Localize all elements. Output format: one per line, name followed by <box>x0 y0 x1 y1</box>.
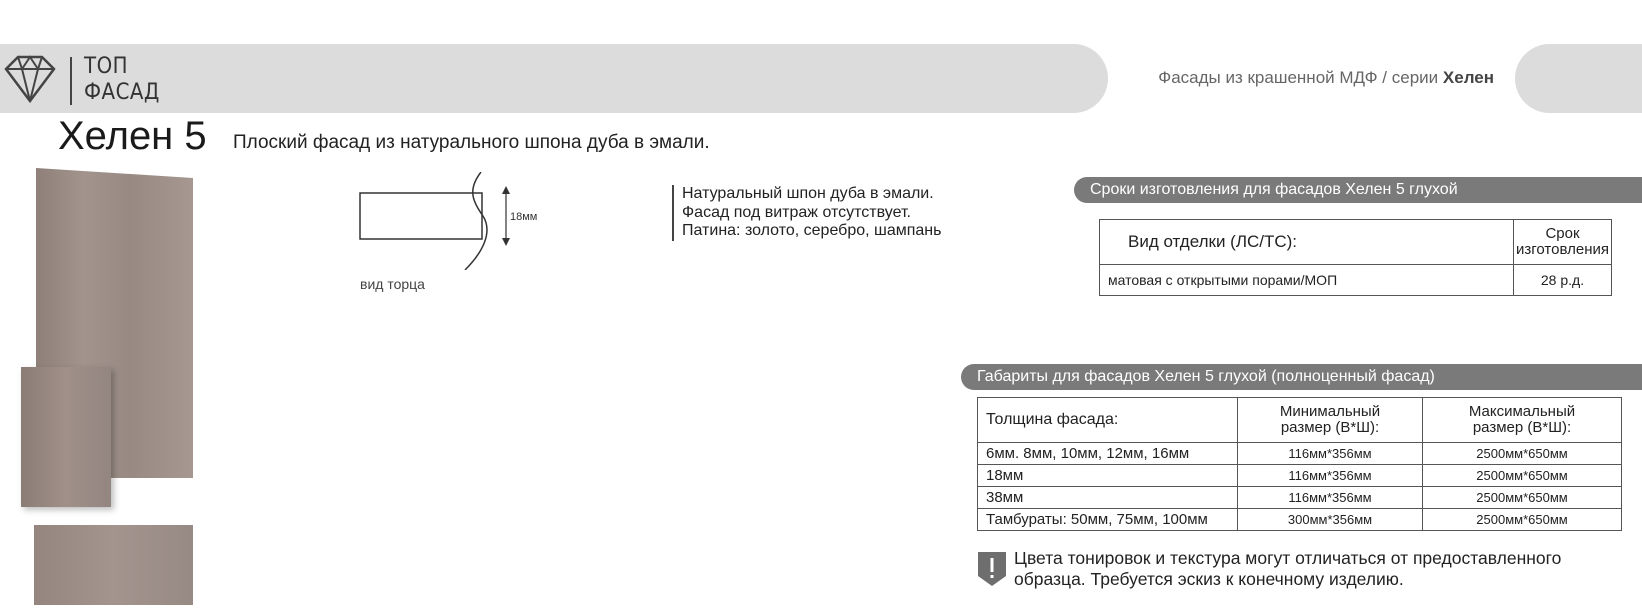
description-line: Натуральный шпон дуба в эмали. <box>682 185 934 202</box>
brand-wordmark <box>84 54 160 106</box>
edge-thickness-label: 18мм <box>510 211 538 223</box>
finish-cell: матовая с открытыми порами/МОП <box>1100 265 1514 296</box>
max-size-column-header <box>1423 398 1622 443</box>
min-size-cell: 300мм*356мм <box>1238 509 1423 531</box>
dimensions-section-heading: Габариты для фасадов Хелен 5 глухой (полноценный фасад) <box>961 364 1642 390</box>
edge-profile-diagram <box>355 172 545 270</box>
terms-table <box>1099 219 1612 296</box>
min-size-cell: 116мм*356мм <box>1238 443 1423 465</box>
logo-divider <box>70 57 72 105</box>
term-column-header <box>1514 220 1612 265</box>
warning-line-1: Цвета тонировок и текстура могут отличаться от предоставленного <box>1014 548 1562 568</box>
warning-shield-icon <box>978 552 1006 586</box>
term-header-line-1: Срок <box>1545 225 1580 242</box>
term-header-line-2: изготовления <box>1516 241 1609 258</box>
product-description <box>672 185 941 241</box>
diamond-logo-icon <box>4 55 56 103</box>
edge-view-caption: вид торца <box>360 276 425 292</box>
min-header-line-1: Минимальный <box>1279 403 1381 420</box>
description-line: Фасад под витраж отсутствует. <box>682 203 911 221</box>
thickness-cell: Тамбураты: 50мм, 75мм, 100мм <box>978 509 1238 531</box>
brand-line-1: ТОП <box>84 54 129 79</box>
product-subtitle: Плоский фасад из натурального шпона дуба в эмали. <box>233 132 710 153</box>
product-title: Хелен 5 <box>58 114 207 158</box>
table-row <box>978 487 1622 509</box>
thickness-cell: 6мм. 8мм, 10мм, 12мм, 16мм <box>978 443 1238 465</box>
min-size-cell: 116мм*356мм <box>1238 465 1423 487</box>
dimensions-table <box>977 397 1622 531</box>
max-size-cell: 2500мм*650мм <box>1423 443 1622 465</box>
terms-section-heading: Сроки изготовления для фасадов Хелен 5 глухой <box>1074 177 1642 203</box>
thickness-cell: 38мм <box>978 487 1238 509</box>
min-header-line-2: размер (В*Ш): <box>1280 419 1380 436</box>
max-header-line-2: размер (В*Ш): <box>1472 419 1572 436</box>
description-line: Патина: золото, серебро, шампань <box>682 222 942 239</box>
facade-panel-small-image <box>21 367 111 507</box>
max-size-cell: 2500мм*650мм <box>1423 509 1622 531</box>
series-breadcrumb <box>1158 68 1494 88</box>
brand-line-2: ФАСАД <box>84 80 160 105</box>
table-row <box>978 465 1622 487</box>
table-header-row <box>978 398 1622 443</box>
max-header-line-1: Максимальный <box>1468 403 1576 420</box>
header-bar <box>0 44 1108 113</box>
warning-line-2: образца. Требуется эскиз к конечному изделию. <box>1014 569 1404 589</box>
warning-text <box>1014 548 1561 590</box>
thickness-cell: 18мм <box>978 465 1238 487</box>
header-right-pill <box>1515 44 1642 113</box>
term-cell: 28 р.д. <box>1514 265 1612 296</box>
max-size-cell: 2500мм*650мм <box>1423 465 1622 487</box>
series-prefix: Фасады из крашенной МДФ / серии <box>1158 68 1439 87</box>
min-size-column-header <box>1238 398 1423 443</box>
table-header-row <box>1100 220 1612 265</box>
max-size-cell: 2500мм*650мм <box>1423 487 1622 509</box>
table-row <box>1100 265 1612 296</box>
thickness-column-header: Толщина фасада: <box>978 398 1238 443</box>
facade-texture-sample-image <box>34 525 193 605</box>
finish-column-header: Вид отделки (ЛС/ТС): <box>1100 220 1514 265</box>
series-name: Хелен <box>1442 68 1494 87</box>
table-row <box>978 509 1622 531</box>
table-row <box>978 443 1622 465</box>
min-size-cell: 116мм*356мм <box>1238 487 1423 509</box>
